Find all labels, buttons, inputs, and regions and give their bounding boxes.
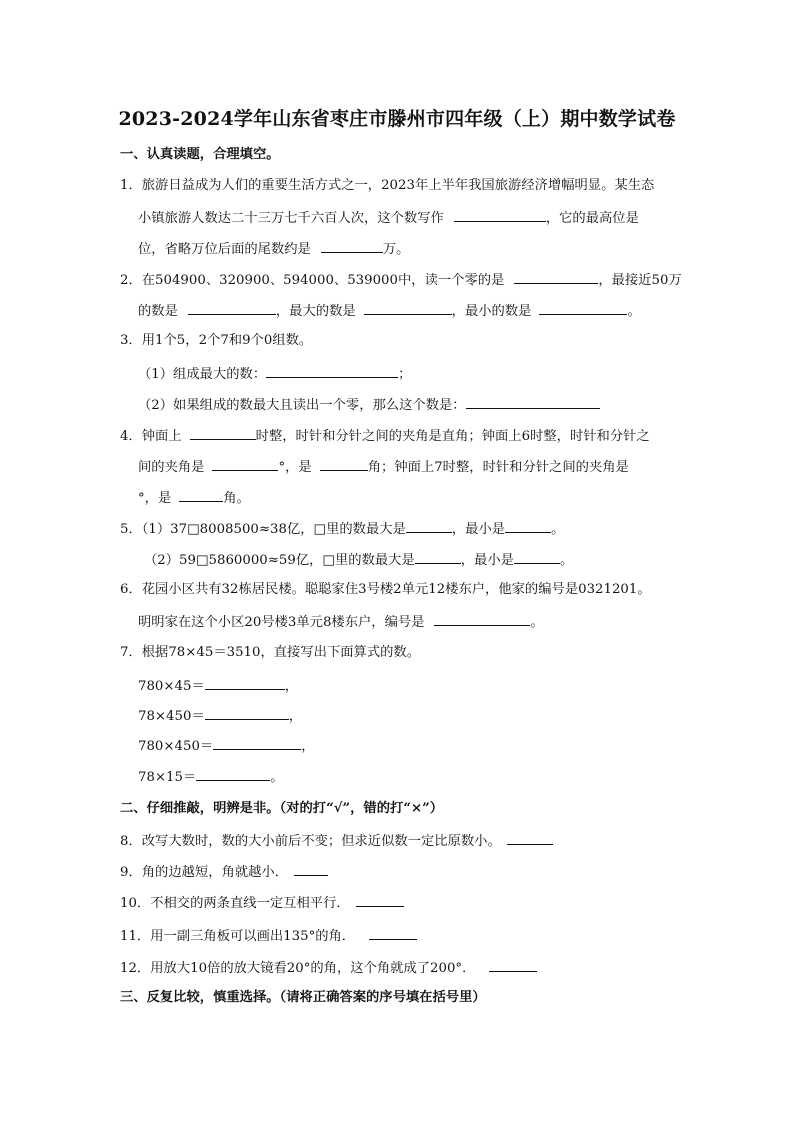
question-1-line-3 [138,239,409,259]
expression-text: 78×450＝ [138,709,205,724]
question-3-line-2 [138,364,411,384]
question-8 [120,831,553,851]
answer-blank[interactable] [321,239,383,253]
question-5-text-d: （2）59□5860000≈59亿，□里的数最大是 [144,553,415,568]
question-7-expr-3 [138,736,315,756]
question-1-text-d: 万。 [382,242,410,257]
punctuation: ， [288,709,303,724]
question-4-line-1 [120,426,650,446]
answer-blank[interactable] [205,676,285,690]
question-3-text-a: （1）组成最大的数： [138,367,267,382]
answer-blank[interactable] [507,831,553,845]
answer-blank[interactable] [266,364,398,378]
question-3-text-c: （2）如果组成的数最大且读出一个零，那么这个数是： [138,398,466,413]
question-1-line-1: 1．旅游日益成为人们的重要生活方式之一，2023年上半年我国旅游经济增幅明显。某生态 [120,178,655,193]
question-5-text-c: 。 [551,522,565,537]
question-1-text-c: 位，省略万位后面的尾数约是 [138,242,311,257]
question-5-line-1 [120,519,564,539]
question-2-text-c: 的数是 [138,304,178,319]
question-2-text-d: ，最大的数是 [275,304,356,319]
question-2-text-f: 。 [627,304,641,319]
question-2-line-2 [138,301,641,321]
question-5-line-2 [144,550,573,570]
question-4-text-d: °，是 [278,460,312,475]
question-1-text-b: ，它的最高位是 [545,211,639,226]
section-heading-3: 三、反复比较，慎重选择。（请将正确答案的序号填在括号里） [120,990,486,1005]
question-2-text-b: ，最接近50万 [598,273,682,288]
question-4-text-g: 角。 [223,491,250,506]
punctuation: 。 [270,770,284,785]
question-2-text-e: ，最小的数是 [451,304,532,319]
answer-blank[interactable] [369,926,417,940]
question-1-line-2 [138,208,639,228]
question-10-text: 10．不相交的两条直线一定互相平行． [120,896,350,911]
question-10 [120,893,404,913]
question-4-line-3 [138,488,250,508]
answer-blank[interactable] [514,270,598,284]
question-9 [120,862,328,882]
answer-blank[interactable] [190,426,256,440]
answer-blank[interactable] [196,767,270,781]
question-6-line-2 [138,612,544,632]
answer-blank[interactable] [212,457,278,471]
answer-blank[interactable] [454,208,546,222]
question-4-text-f: °，是 [138,491,172,506]
question-8-text: 8．改写大数时，数的大小前后不变；但求近似数一定比原数小。 [120,834,501,849]
answer-blank[interactable] [466,395,600,409]
question-11-text: 11．用一副三角板可以画出135°的角． [120,929,356,944]
question-12 [120,958,537,978]
answer-blank[interactable] [294,862,328,876]
question-6-text-b: 。 [530,615,544,630]
answer-blank[interactable] [320,457,368,471]
question-4-line-2 [138,457,629,477]
answer-blank[interactable] [514,550,560,564]
answer-blank[interactable] [406,519,452,533]
question-3-line-1: 3．用1个5，2个7和9个0组数。 [120,333,313,348]
answer-blank[interactable] [356,893,404,907]
question-5-text-e: ，最小是 [460,553,514,568]
question-1-text-a: 小镇旅游人数达二十三万七千六百人次，这个数写作 [138,211,444,226]
question-2-text-a: 2．在504900、320900、594000、539000中，读一个零的是 [120,273,505,288]
question-9-text: 9．角的边越短，角就越小． [120,865,289,880]
question-7-expr-2 [138,706,302,726]
answer-blank[interactable] [213,736,301,750]
punctuation: ， [301,739,315,754]
answer-blank[interactable] [179,488,223,502]
question-6-line-1: 6．花园小区共有32栋居民楼。聪聪家住3号楼2单元12楼东户，他家的编号是0321201。 [120,582,651,597]
expression-text: 78×15＝ [138,770,197,785]
question-5-text-f: 。 [559,553,574,568]
answer-blank[interactable] [415,550,461,564]
question-4-text-a: 4．钟面上 [120,429,182,444]
answer-blank[interactable] [364,301,452,315]
question-3-line-3 [138,395,600,415]
punctuation: ， [284,679,299,694]
answer-blank[interactable] [539,301,627,315]
question-4-text-c: 间的夹角是 [138,460,205,475]
answer-blank[interactable] [205,706,289,720]
section-heading-1: 一、认真读题，合理填空。 [120,147,280,162]
question-12-text: 12．用放大10倍的放大镜看20°的角，这个角就成了200°． [120,961,476,976]
answer-blank[interactable] [489,958,537,972]
question-2-line-1 [120,270,682,290]
question-4-text-e: 角；钟面上7时整，时针和分针之间的夹角是 [367,460,629,475]
question-7-expr-4 [138,767,284,787]
answer-blank[interactable] [505,519,551,533]
question-6-text-a: 明明家在这个小区20号楼3单元8楼东户，编号是 [138,615,425,630]
question-7-expr-1 [138,676,298,696]
answer-blank[interactable] [188,301,276,315]
question-5-text-b: ，最小是 [451,522,506,537]
answer-blank[interactable] [434,612,530,626]
expression-text: 780×450＝ [138,739,214,754]
question-4-text-b: 时整，时针和分针之间的夹角是直角；钟面上6时整，时针和分针之 [255,429,650,444]
question-7-line-1: 7．根据78×45＝3510，直接写出下面算式的数。 [120,645,421,660]
question-11 [120,926,417,946]
page-title: 2023-2024学年山东省枣庄市滕州市四年级（上）期中数学试卷 [118,108,676,130]
question-3-text-b: ； [398,367,412,382]
expression-text: 780×45＝ [138,679,205,694]
section-heading-2: 二、仔细推敲，明辨是非。（对的打“√”，错的打“×”） [120,801,444,816]
question-5-text-a: 5．（1）37□8008500≈38亿，□里的数最大是 [120,522,406,537]
